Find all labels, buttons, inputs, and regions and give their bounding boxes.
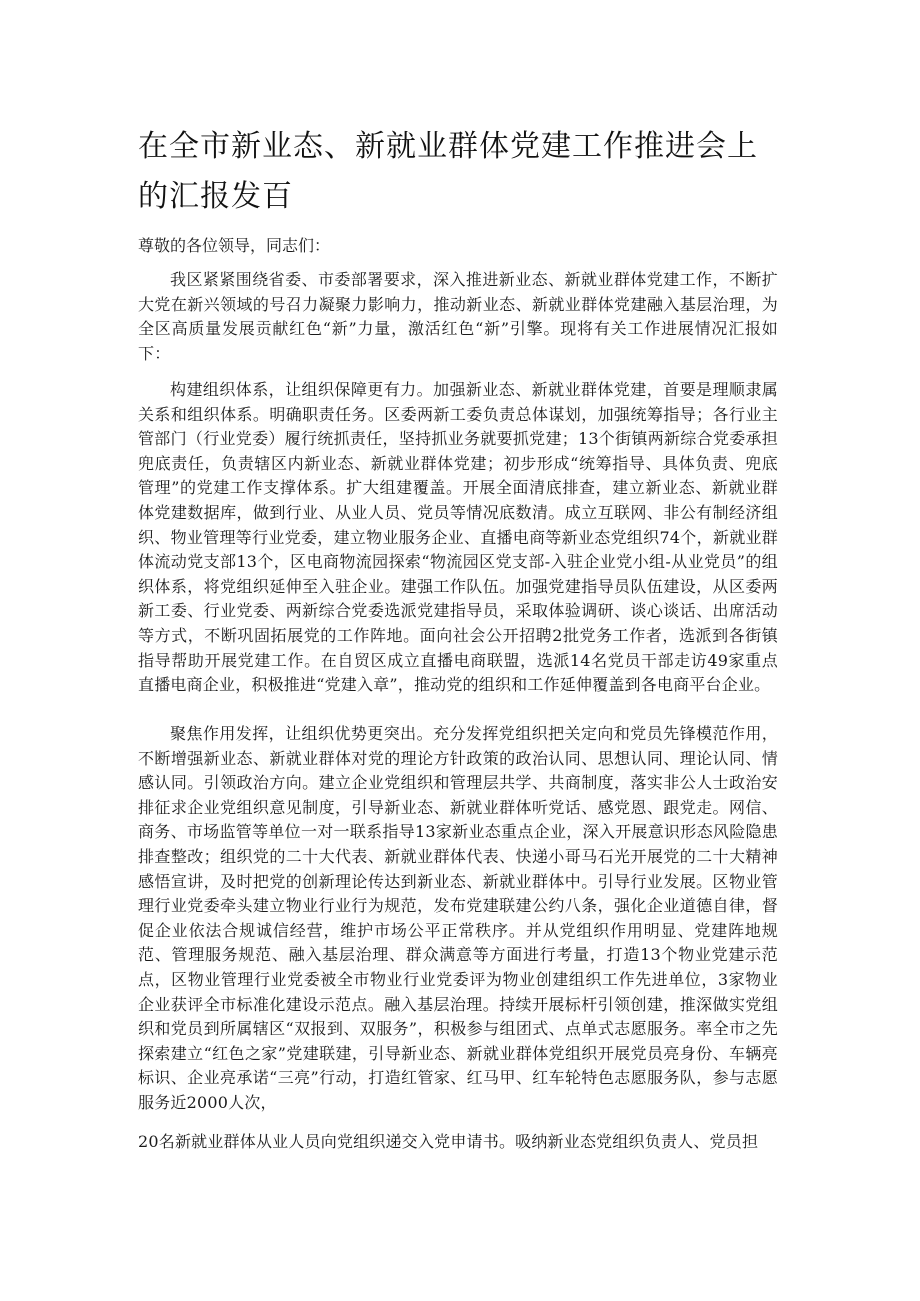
paragraph-role-play: 聚焦作用发挥，让组织优势更突出。充分发挥党组织把关定向和党员先锋模范作用，不断增强新业态、新就业群体对党的理论方针政策的政治认同、思想认同、理论认同、情感认同。引领政治方向。建立企业党组织和管理层共学、共商制度，落实非公人士政治安排征求企业党组织意见制度，引导新业态、新就业群体听党话、感党恩、跟党走。网信、商务、市场监管等单位一对一联系指导13家新业态重点企业，深入开展意识形态风险隐患排查整改；组织党的二十大代表、新就业群体代表、快递小哥马石光开展党的二十大精神感悟宣讲，及时把党的创新理论传达到新业态、新就业群体中。引导行业发展。区物业管理行业党委牵头建立物业行业行为规范，发布党建联建公约八条，强化企业道德自律，督促企业依法合规诚信经营，维护市场公平正常秩序。并从党组织作用明显、党建阵地规范、管理服务规范、融入基层治理、群众满意等方面进行考量，打造13个物业党建示范点，区物业管理行业党委被全市物业行业党委评为物业创建组织工作先进单位，3家物业企业获评全市标准化建设示范点。融入基层治理。持续开展标杆引领创建，推深做实党组织和党员到所属辖区“双报到、双服务”，积极参与组团式、点单式志愿服务。率全市之先探索建立“红色之家”党建联建，引导新业态、新就业群体党组织开展党员亮身份、车辆亮标识、企业亮承诺“三亮”行动，打造红管家、红马甲、红车轮特色志愿服务队，参与志愿服务近2000人次， (138, 724, 778, 1112)
paragraph-continued: 20名新就业群体从业人员向党组织递交入党申请书。吸纳新业态党组织负责人、党员担 (138, 1132, 759, 1151)
salutation: 尊敬的各位领导，同志们： (138, 236, 331, 255)
paragraph-organization-system: 构建组织体系，让组织保障更有力。加强新业态、新就业群体党建，首要是理顺隶属关系和组织体系。明确职责任务。区委两新工委负责总体谋划，加强统筹指导；各行业主管部门（行业党委）履行统抓责任，坚持抓业务就要抓党建；13个街镇两新综合党委承担兜底责任，负责辖区内新业态、新就业群体党建；初步形成“统筹指导、具体负责、兜底管理”的党建工作支撑体系。扩大组建覆盖。开展全面清底排查，建立新业态、新就业群体党建数据库，做到行业、从业人员、党员等情况底数清。成立互联网、非公有制经济组织、物业管理等行业党委，建立物业服务企业、直播电商等新业态党组织74个，新就业群体流动党支部13个，区电商物流园探索“物流园区党支部-入驻企业党小组-从业党员”的组织体系，将党组织延伸至入驻企业。建强工作队伍。加强党建指导员队伍建设，从区委两新工委、行业党委、两新综合党委选派党建指导员，采取体验调研、谈心谈话、出席活动等方式，不断巩固拓展党的工作阵地。面向社会公开招聘2批党务工作者，选派到各街镇指导帮助开展党建工作。在自贸区成立直播电商联盟，选派14名党员干部走访49家重点直播电商企业，积极推进“党建入章”，推动党的组织和工作延伸覆盖到各电商平台企业。 (138, 380, 778, 695)
paragraph-intro: 我区紧紧围绕省委、市委部署要求，深入推进新业态、新就业群体党建工作，不断扩大党在新兴领域的号召力凝聚力影响力，推动新业态、新就业群体党建融入基层治理，为全区高质量发展贡献红色“新”力量，激活红色“新”引擎。现将有关工作进展情况汇报如下： (138, 270, 778, 363)
document-title: 在全市新业态、新就业群体党建工作推进会上的汇报发百 (138, 129, 758, 214)
